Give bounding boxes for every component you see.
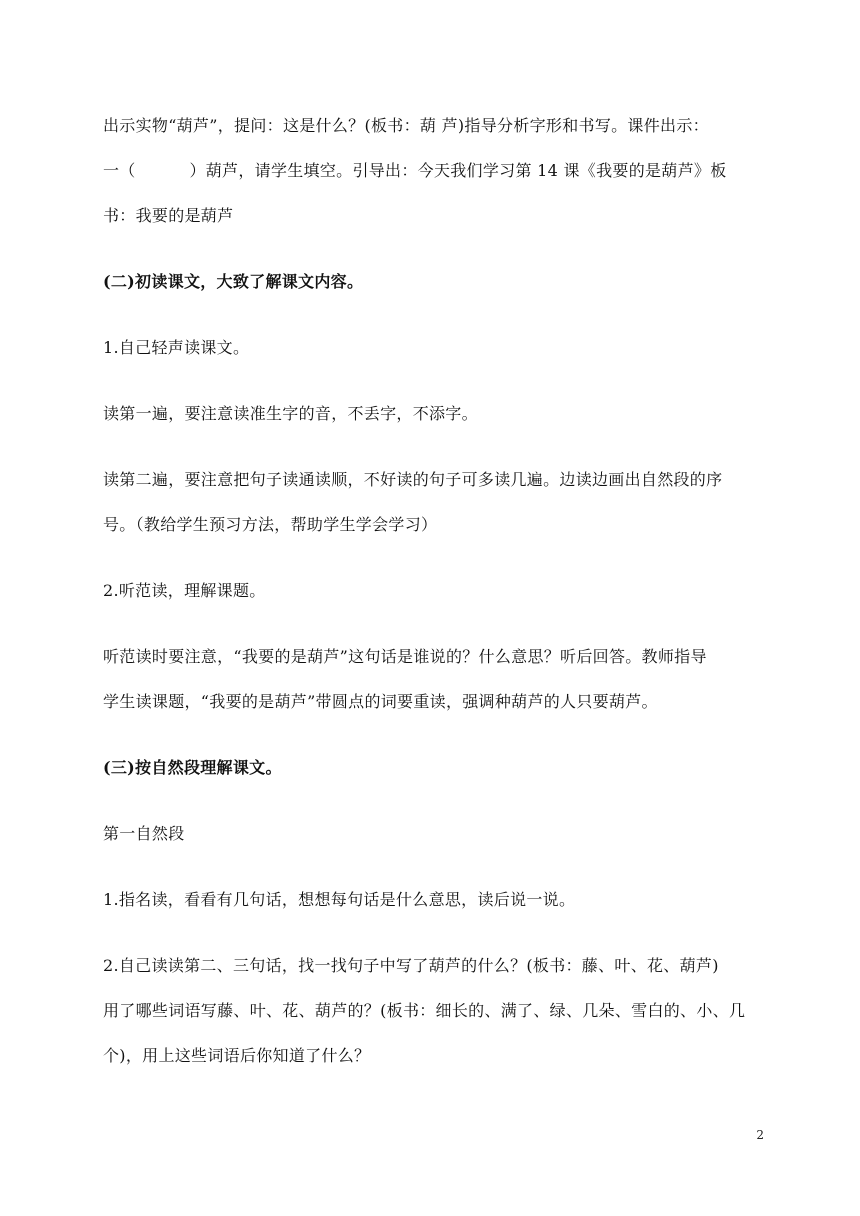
listening-note-line-1: 听范读时要注意，“我要的是葫芦”这句话是谁说的？什么意思？听后回答。教师指导 [103, 647, 707, 666]
reading-first-pass: 读第一遍，要注意读准生字的音，不丢字，不添字。 [103, 404, 478, 423]
first-paragraph-step-2-line-1: 2.自己读读第二、三句话，找一找句子中写了葫芦的什么？(板书：藤、叶、花、葫芦) [103, 956, 719, 975]
paragraph-1-line-1: 出示实物“葫芦”，提问：这是什么？(板书：葫 芦)指导分析字形和书写。课件出示： [103, 116, 709, 135]
first-paragraph-label: 第一自然段 [103, 824, 185, 843]
reading-second-pass-line-1: 读第二遍，要注意把句子读通读顺，不好读的句子可多读几遍。边读边画出自然段的序 [103, 470, 723, 489]
section-heading-2: (二)初读课文，大致了解课文内容。 [103, 272, 364, 291]
section-heading-3: (三)按自然段理解课文。 [103, 758, 282, 777]
listening-note-line-2: 学生读课题，“我要的是葫芦”带圆点的词要重读，强调种葫芦的人只要葫芦。 [103, 692, 658, 711]
paragraph-1-line-2: 一（ ）葫芦，请学生填空。引导出：今天我们学习第 14 课《我要的是葫芦》板 [103, 161, 727, 180]
first-paragraph-step-2-line-2: 用了哪些词语写藤、叶、花、葫芦的？(板书：细长的、满了、绿、几朵、雪白的、小、几 [103, 1001, 746, 1020]
step-1: 1.自己轻声读课文。 [103, 338, 250, 357]
paragraph-1-line-3: 书：我要的是葫芦 [103, 206, 234, 225]
page-number: 2 [756, 1128, 764, 1142]
first-paragraph-step-2-line-3: 个)，用上这些词语后你知道了什么？ [103, 1046, 371, 1065]
reading-second-pass-line-2: 号。（教给学生预习方法，帮助学生学会学习） [103, 515, 438, 534]
step-2: 2.听范读，理解课题。 [103, 581, 266, 600]
first-paragraph-step-1: 1.指名读，看看有几句话，想想每句话是什么意思，读后说一说。 [103, 890, 576, 909]
